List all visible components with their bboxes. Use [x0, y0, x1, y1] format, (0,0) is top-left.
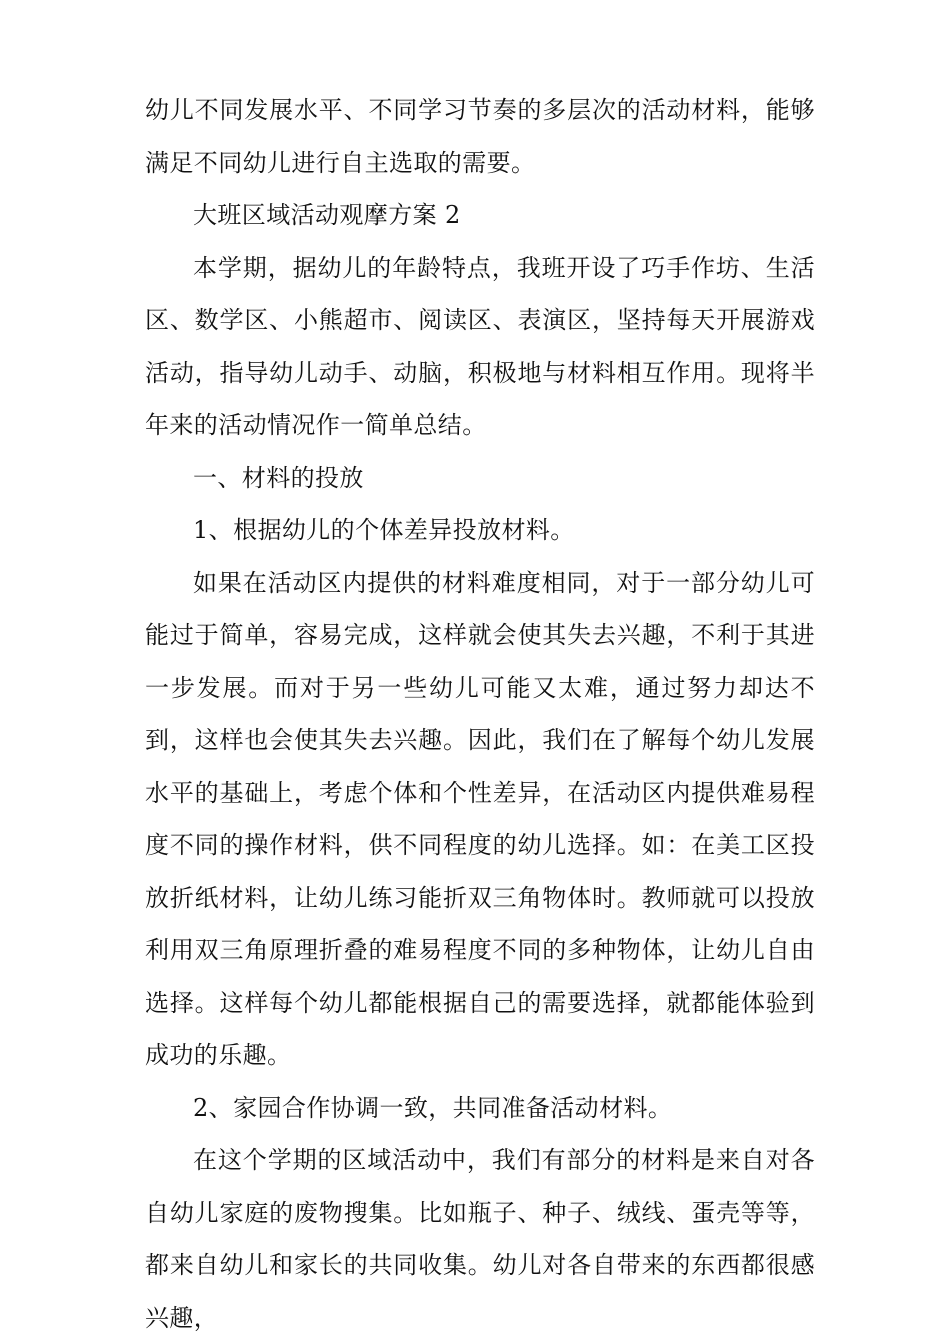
list-item-2: 2、家园合作协调一致，共同准备活动材料。 [193, 1093, 673, 1122]
subheading-materials: 一、材料的投放 [193, 463, 364, 492]
paragraph-continuation: 幼儿不同发展水平、不同学习节奏的多层次的活动材料，能够满足不同幼儿进行自主选取的需要。 [145, 96, 815, 177]
list-item-1: 1、根据幼儿的个体差异投放材料。 [193, 516, 575, 544]
document-body [145, 84, 815, 1344]
paragraph-individual-differences: 如果在活动区内提供的材料难度相同，对于一部分幼儿可能过于简单，容易完成，这样就会使其失去兴趣，不利于其进一步发展。而对于另一些幼儿可能又太难，通过努力却达不到，这样也会使其失去兴趣。因此，我们在了解每个幼儿发展水平的基础上，考虑个体和个性差异，在活动区内提供难易程度不同的操作材料，供不同程度的幼儿选择。如：在美工区投放折纸材料，让幼儿练习能折双三角物体时。教师就可以投放利用双三角原理折叠的难易程度不同的多种物体，让幼儿自由选择。这样每个幼儿都能根据自己的需要选择，就都能体验到成功的乐趣。 [145, 568, 815, 1069]
paragraph-home-cooperation: 在这个学期的区域活动中，我们有部分的材料是来自对各自幼儿家庭的废物搜集。比如瓶子、种子、绒线、蛋壳等等，都来自幼儿和家长的共同收集。幼儿对各自带来的东西都很感兴趣， [145, 1146, 815, 1332]
paragraph-intro: 本学期，据幼儿的年龄特点，我班开设了巧手作坊、生活区、数学区、小熊超市、阅读区、表演区，坚持每天开展游戏活动，指导幼儿动手、动脑，积极地与材料相互作用。现将半年来的活动情况作一简单总结。 [145, 253, 815, 439]
section-heading: 大班区域活动观摩方案 2 [193, 201, 461, 229]
